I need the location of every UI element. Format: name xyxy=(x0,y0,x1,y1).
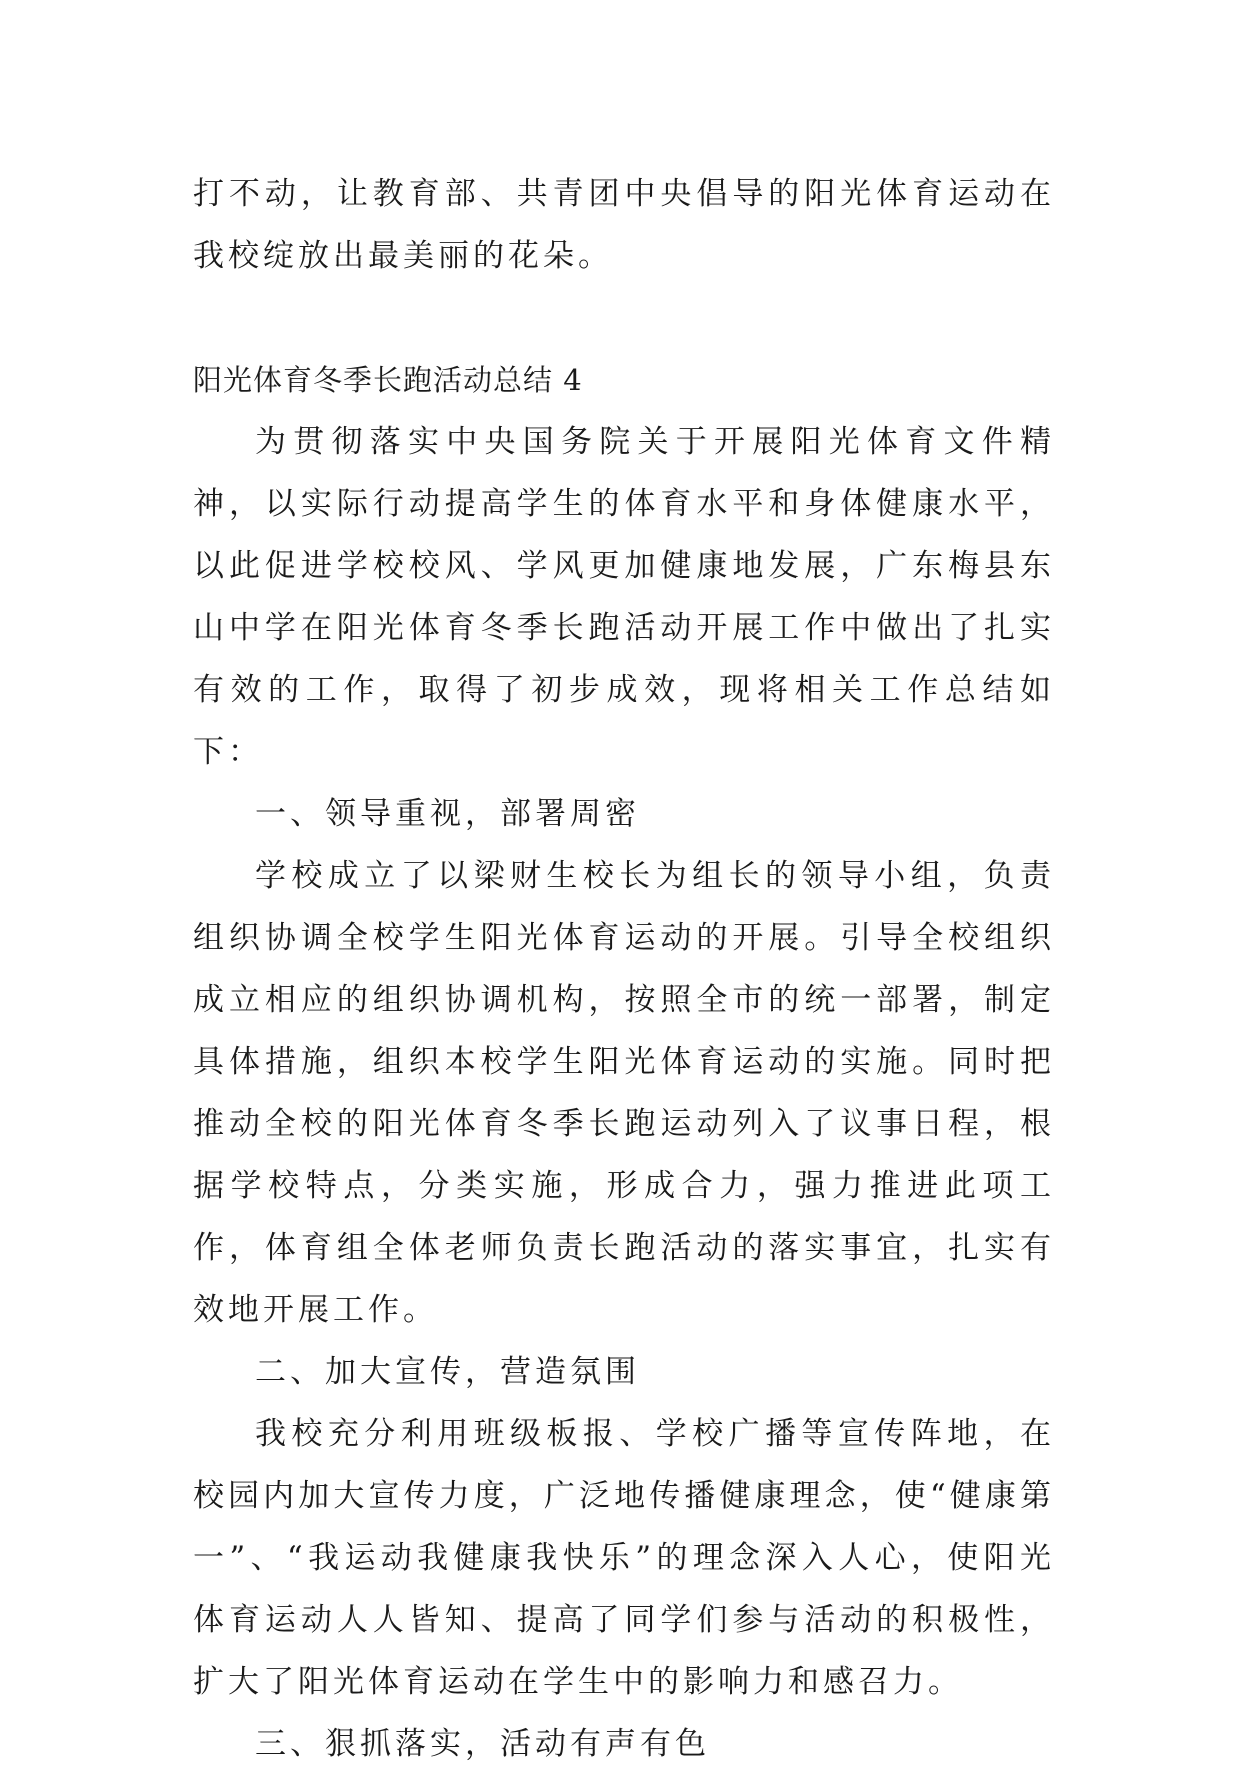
heading-publicity: 二、加大宣传，营造氛围 xyxy=(255,1354,640,1390)
section-title: 阳光体育冬季长跑活动总结 4 xyxy=(193,363,583,397)
leadership-paragraph: 学校成立了以梁财生校长为组长的领导小组，负责组织协调全校学生阳光体育运动的开展。引导全校组织成立相应的组织协调机构，按照全市的统一部署，制定具体措施，组织本校学生阳光体育运动的实施。同时把推动全校的阳光体育冬季长跑运动列入了议事日程，根据学校特点，分类实施，形成合力，强力推进此项工作，体育组全体老师负责长跑活动的落实事宜，扎实有效地开展工作。 xyxy=(193,858,1055,1328)
publicity-paragraph: 我校充分利用班级板报、学校广播等宣传阵地，在校园内加大宣传力度，广泛地传播健康理念，使“健康第一”、“我运动我健康我快乐”的理念深入人心，使阳光体育运动人人皆知、提高了同学们参与活动的积极性，扩大了阳光体育运动在学生中的影响力和感召力。 xyxy=(193,1416,1055,1700)
document-body xyxy=(193,163,1055,1775)
continuation-paragraph: 打不动，让教育部、共青团中央倡导的阳光体育运动在我校绽放出最美丽的花朵。 xyxy=(193,176,1055,274)
heading-leadership: 一、领导重视，部署周密 xyxy=(255,796,640,832)
intro-paragraph: 为贯彻落实中央国务院关于开展阳光体育文件精神，以实际行动提高学生的体育水平和身体健康水平，以此促进学校校风、学风更加健康地发展，广东梅县东山中学在阳光体育冬季长跑活动开展工作中做出了扎实有效的工作，取得了初步成效，现将相关工作总结如下： xyxy=(193,424,1055,770)
heading-implementation: 三、狠抓落实，活动有声有色 xyxy=(255,1726,710,1762)
